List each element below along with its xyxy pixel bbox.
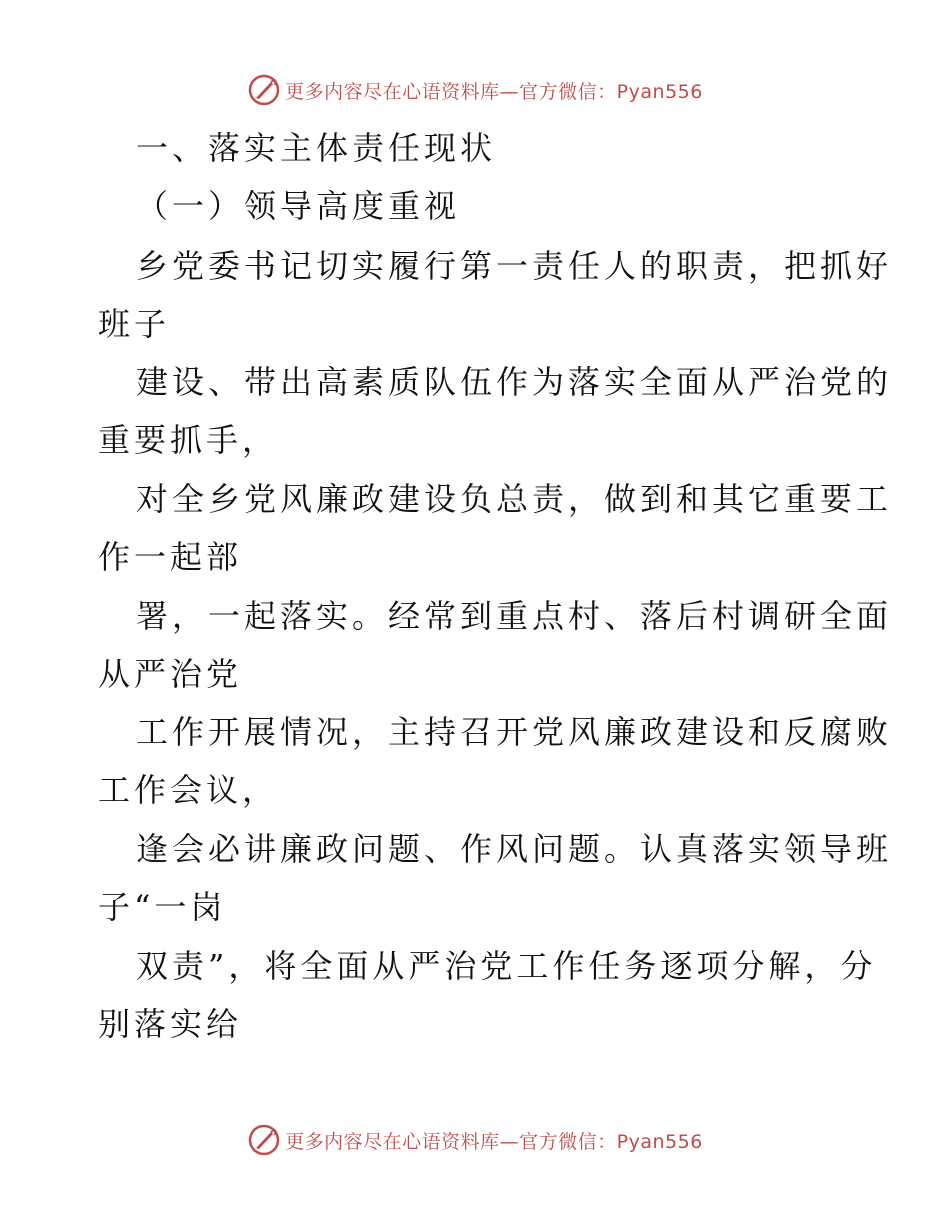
footer-watermark-text: 更多内容尽在心语资料库—官方微信：Pyan556 (285, 1130, 703, 1153)
header-watermark-text: 更多内容尽在心语资料库—官方微信：Pyan556 (285, 80, 703, 103)
paragraph-line: 重要抓手， (98, 421, 279, 459)
paragraph-line: 逢会必讲廉政问题、作风问题。认真落实领导班 (136, 830, 893, 868)
section-heading: 一、落实主体责任现状 (136, 129, 497, 167)
paragraph-line: 乡党委书记切实履行第一责任人的职责，把抓好 (136, 247, 893, 285)
paragraph-line: 建设、带出高素质队伍作为落实全面从严治党的 (136, 363, 893, 401)
quill-logo-icon (247, 73, 281, 107)
subsection-heading: （一）领导高度重视 (136, 187, 461, 225)
paragraph-line: 双责”，将全面从严治党工作任务逐项分解，分 (136, 947, 877, 985)
footer-watermark-banner (0, 1120, 950, 1160)
paragraph-line: 子“一岗 (98, 888, 227, 926)
paragraph-line: 别落实给 (98, 1005, 243, 1043)
paragraph-line: 署，一起落实。经常到重点村、落后村调研全面 (136, 597, 893, 635)
paragraph-line: 工作开展情况，主持召开党风廉政建设和反腐败 (136, 713, 893, 751)
paragraph-line: 工作会议， (98, 771, 279, 809)
paragraph-line: 班子 (98, 305, 171, 343)
paragraph-line: 作一起部 (98, 538, 243, 576)
paragraph-line: 从严治党 (98, 655, 243, 693)
header-watermark-banner (0, 70, 950, 110)
quill-logo-icon (247, 1123, 281, 1157)
paragraph-line: 对全乡党风廉政建设负总责，做到和其它重要工 (136, 480, 893, 518)
